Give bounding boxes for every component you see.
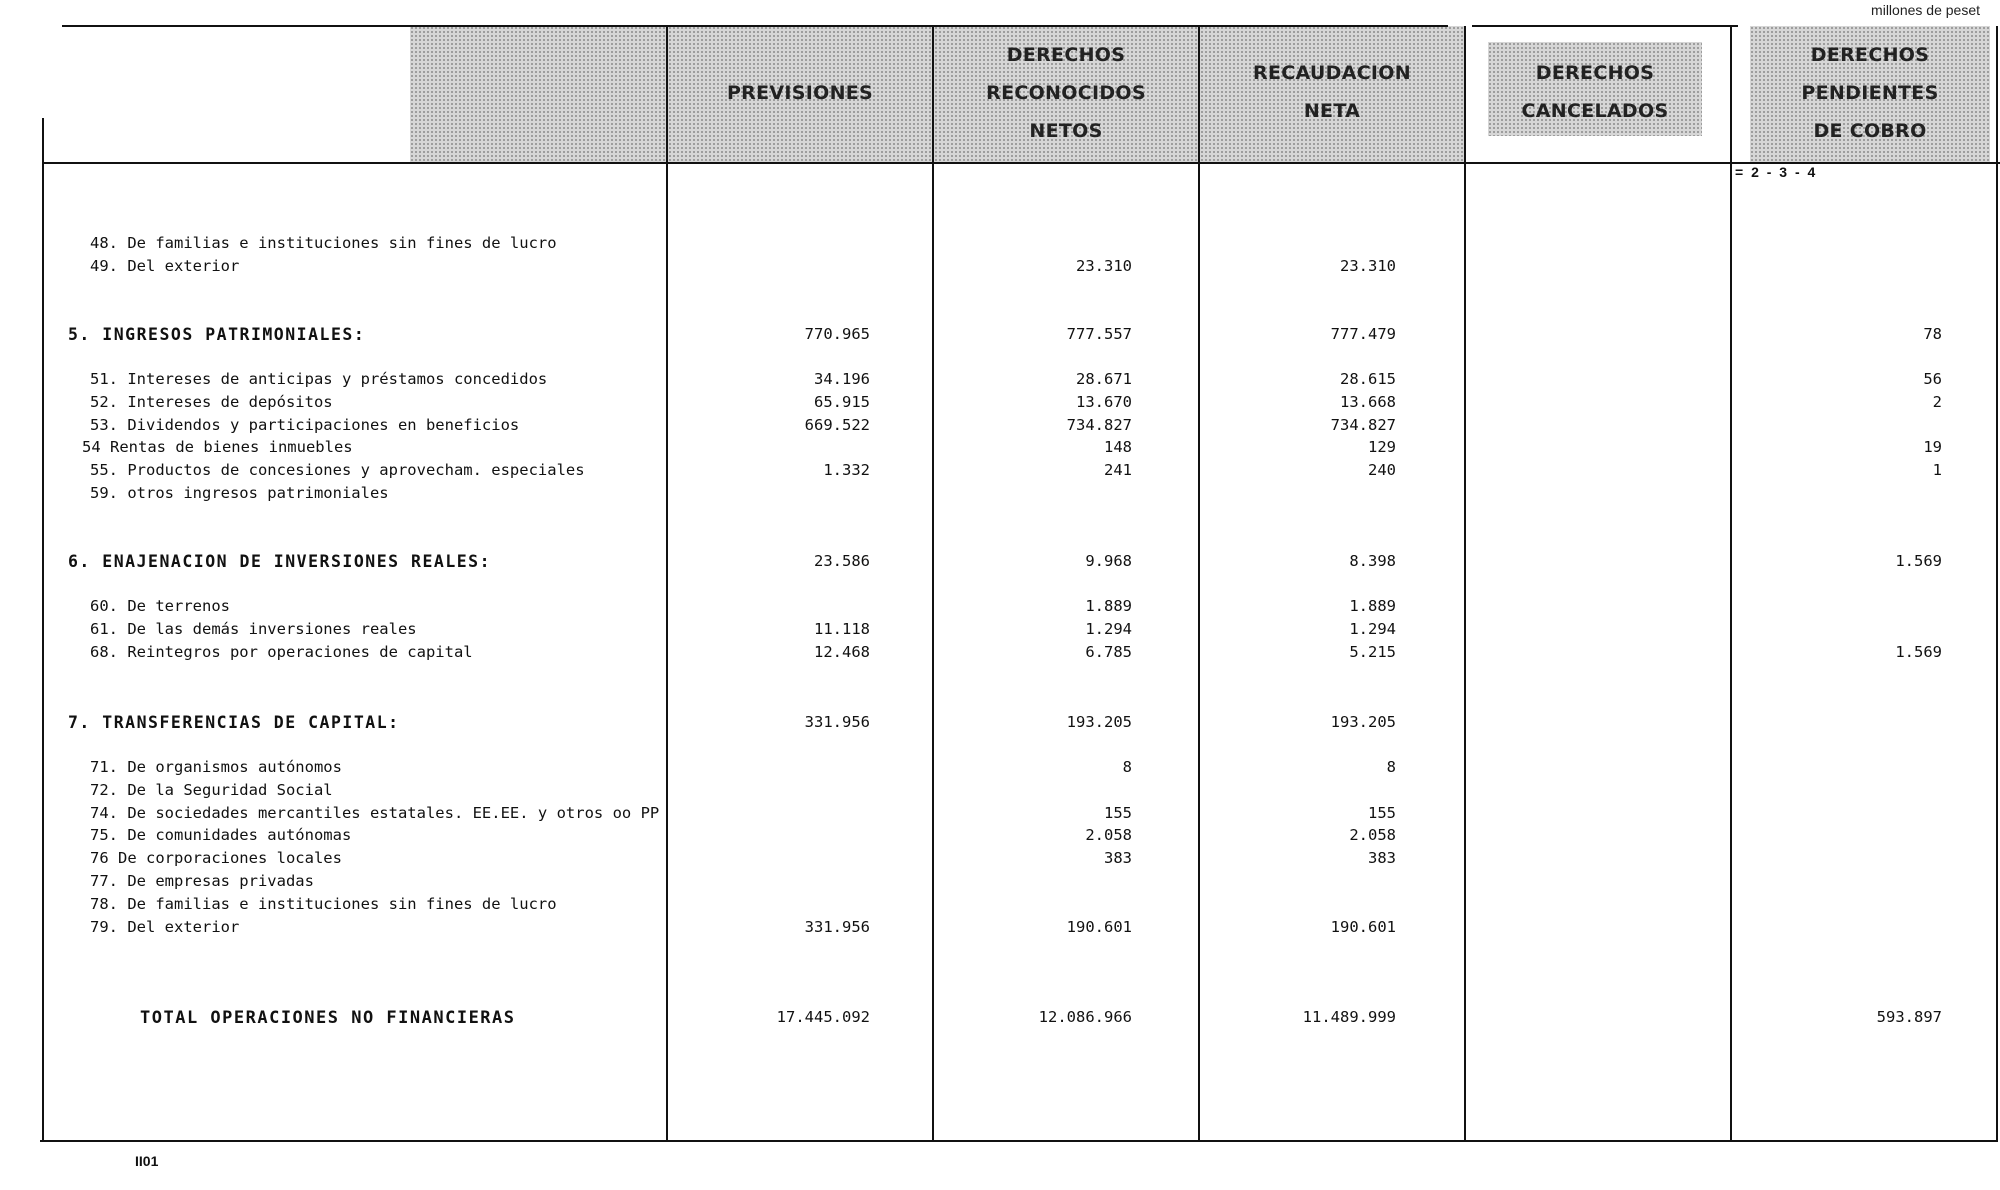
- row-label: 79. Del exterior: [90, 918, 240, 936]
- table-row: [0, 597, 2000, 619]
- value-reconocidos: 383: [1104, 849, 1132, 867]
- value-reconocidos: 6.785: [1085, 643, 1132, 661]
- table-row: [0, 758, 2000, 780]
- value-recaudacion: 193.205: [1330, 713, 1396, 731]
- total-reconocidos: 12.086.966: [1038, 1008, 1132, 1026]
- value-recaudacion: 1.889: [1349, 597, 1396, 615]
- value-pendientes: 1: [1932, 461, 1942, 479]
- table-row: [0, 872, 2000, 894]
- row-label: 61. De las demás inversiones reales: [90, 620, 417, 638]
- table-row: [0, 781, 2000, 803]
- value-recaudacion: 240: [1368, 461, 1396, 479]
- value-reconocidos: 2.058: [1085, 826, 1132, 844]
- value-reconocidos: 777.557: [1066, 325, 1132, 343]
- col-header-recaudacion: [1200, 54, 1464, 130]
- value-reconocidos: 28.671: [1076, 370, 1132, 388]
- row-label: 76 De corporaciones locales: [90, 849, 342, 867]
- value-pendientes: 56: [1923, 370, 1942, 388]
- value-reconocidos: 193.205: [1066, 713, 1132, 731]
- total-pendientes: 593.897: [1876, 1008, 1942, 1026]
- table-row: [0, 370, 2000, 392]
- value-reconocidos: 190.601: [1066, 918, 1132, 936]
- row-label: 74. De sociedades mercantiles estatales. EE.EE. y otros oo PP: [90, 804, 660, 822]
- top-rule: [62, 25, 1448, 27]
- row-label: 77. De empresas privadas: [90, 872, 314, 890]
- value-recaudacion: 190.601: [1330, 918, 1396, 936]
- value-previsiones: 12.468: [814, 643, 870, 661]
- col-divider-2: [932, 26, 934, 1142]
- value-recaudacion: 155: [1368, 804, 1396, 822]
- value-reconocidos: 23.310: [1076, 257, 1132, 275]
- table-row: [0, 257, 2000, 279]
- table-row: [0, 416, 2000, 438]
- value-previsiones: 34.196: [814, 370, 870, 388]
- value-previsiones: 770.965: [804, 325, 870, 343]
- value-previsiones: 65.915: [814, 393, 870, 411]
- table-row: [0, 918, 2000, 940]
- table-row: [0, 325, 2000, 347]
- table-row: [0, 461, 2000, 483]
- value-reconocidos: 9.968: [1085, 552, 1132, 570]
- table-row: [0, 393, 2000, 415]
- value-recaudacion: 129: [1368, 438, 1396, 456]
- header-bottom-rule: [44, 162, 2000, 164]
- row-label: 48. De familias e instituciones sin fines de lucro: [90, 234, 557, 252]
- row-label: 6. ENAJENACION DE INVERSIONES REALES:: [68, 552, 492, 571]
- top-rule-right: [1472, 25, 1738, 27]
- right-rule: [1996, 26, 1998, 1142]
- value-recaudacion: 2.058: [1349, 826, 1396, 844]
- value-recaudacion: 13.668: [1340, 393, 1396, 411]
- col-header-cancelados: [1488, 54, 1702, 130]
- row-label: 78. De familias e instituciones sin fines de lucro: [90, 895, 557, 913]
- table-row: [0, 826, 2000, 848]
- value-reconocidos: 8: [1122, 758, 1132, 776]
- row-label: 68. Reintegros por operaciones de capital: [90, 643, 473, 661]
- row-label: 55. Productos de concesiones y aprovecham. especiales: [90, 461, 585, 479]
- col-header-line: DERECHOS: [1006, 44, 1126, 66]
- row-label: 54 Rentas de bienes inmuebles: [82, 438, 353, 456]
- value-previsiones: 11.118: [814, 620, 870, 638]
- value-previsiones: 1.332: [823, 461, 870, 479]
- pending-formula: = 2 - 3 - 4: [1735, 164, 1818, 180]
- col-header-line: PREVISIONES: [726, 82, 874, 104]
- row-label: 53. Dividendos y participaciones en beneficios: [90, 416, 520, 434]
- col-header-line: DERECHOS: [1810, 44, 1930, 66]
- value-previsiones: 23.586: [814, 552, 870, 570]
- row-label: 60. De terrenos: [90, 597, 230, 615]
- col-divider-1: [666, 26, 668, 1142]
- value-recaudacion: 8.398: [1349, 552, 1396, 570]
- col-header-line: NETOS: [1029, 120, 1103, 142]
- row-label: 51. Intereses de anticipas y préstamos concedidos: [90, 370, 548, 388]
- total-row: [0, 1008, 2000, 1030]
- col-header-reconocidos: [934, 36, 1198, 150]
- col-header-line: RECONOCIDOS: [986, 82, 1146, 104]
- value-recaudacion: 23.310: [1340, 257, 1396, 275]
- value-reconocidos: 13.670: [1076, 393, 1132, 411]
- total-previsiones: 17.445.092: [776, 1008, 870, 1026]
- table-row: [0, 895, 2000, 917]
- table-row: [0, 804, 2000, 826]
- value-recaudacion: 5.215: [1349, 643, 1396, 661]
- row-label: 75. De comunidades autónomas: [90, 826, 352, 844]
- value-previsiones: 669.522: [804, 416, 870, 434]
- value-reconocidos: 1.889: [1085, 597, 1132, 615]
- row-label: 49. Del exterior: [90, 257, 240, 275]
- col-header-line: DERECHOS: [1535, 62, 1655, 84]
- value-recaudacion: 734.827: [1330, 416, 1396, 434]
- col-divider-5: [1730, 26, 1732, 1142]
- col-header-line: CANCELADOS: [1521, 100, 1669, 122]
- row-label: 7. TRANSFERENCIAS DE CAPITAL:: [68, 713, 400, 732]
- row-label: 71. De organismos autónomos: [90, 758, 342, 776]
- page-number: II01: [135, 1153, 159, 1169]
- value-recaudacion: 8: [1386, 758, 1396, 776]
- table-row: [0, 552, 2000, 574]
- value-recaudacion: 1.294: [1349, 620, 1396, 638]
- row-label: 5. INGRESOS PATRIMONIALES:: [68, 325, 366, 344]
- value-pendientes: 1.569: [1895, 552, 1942, 570]
- value-pendientes: 2: [1932, 393, 1942, 411]
- value-reconocidos: 155: [1104, 804, 1132, 822]
- row-label: 52. Intereses de depósitos: [90, 393, 333, 411]
- col-header-line: RECAUDACION: [1253, 62, 1411, 84]
- total-label: TOTAL OPERACIONES NO FINANCIERAS: [140, 1008, 516, 1028]
- col-header-line: NETA: [1303, 100, 1361, 122]
- table-row: [0, 438, 2000, 460]
- value-reconocidos: 734.827: [1066, 416, 1132, 434]
- header-shade-label: [410, 26, 666, 162]
- value-previsiones: 331.956: [804, 713, 870, 731]
- value-pendientes: 1.569: [1895, 643, 1942, 661]
- units-label: millones de peset: [1871, 2, 1980, 18]
- table-row: [0, 643, 2000, 665]
- table-row: [0, 484, 2000, 506]
- value-recaudacion: 777.479: [1330, 325, 1396, 343]
- col-divider-3: [1198, 26, 1200, 1142]
- col-header-pendientes: [1750, 36, 1990, 150]
- table-row: [0, 713, 2000, 735]
- value-pendientes: 78: [1923, 325, 1942, 343]
- value-previsiones: 331.956: [804, 918, 870, 936]
- bottom-rule: [40, 1140, 1996, 1142]
- value-recaudacion: 28.615: [1340, 370, 1396, 388]
- table-row: [0, 849, 2000, 871]
- col-header-line: DE COBRO: [1813, 120, 1927, 142]
- col-header-previsiones: [668, 74, 932, 112]
- col-header-line: PENDIENTES: [1801, 82, 1939, 104]
- value-reconocidos: 148: [1104, 438, 1132, 456]
- value-reconocidos: 1.294: [1085, 620, 1132, 638]
- table-row: [0, 234, 2000, 256]
- value-pendientes: 19: [1923, 438, 1942, 456]
- total-recaudacion: 11.489.999: [1302, 1008, 1396, 1026]
- row-label: 72. De la Seguridad Social: [90, 781, 333, 799]
- col-divider-4: [1464, 26, 1466, 1142]
- value-recaudacion: 383: [1368, 849, 1396, 867]
- table-row: [0, 620, 2000, 642]
- value-reconocidos: 241: [1104, 461, 1132, 479]
- row-label: 59. otros ingresos patrimoniales: [90, 484, 389, 502]
